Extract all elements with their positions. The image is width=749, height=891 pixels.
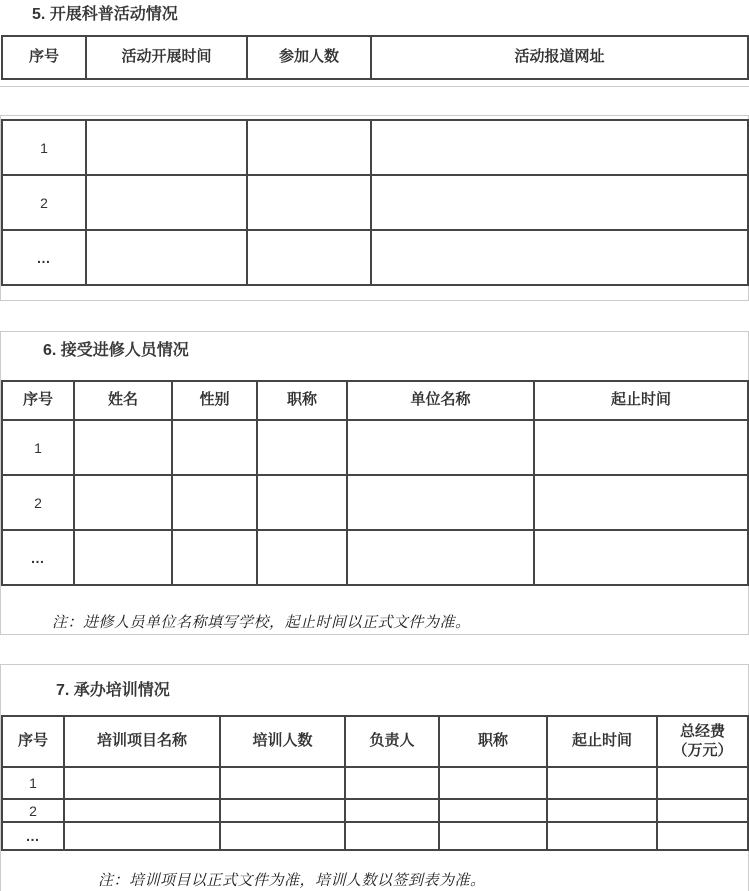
section-5-title: 5. 开展科普活动情况 [32, 6, 178, 23]
empty-data-cell [172, 530, 257, 585]
table-row [2, 120, 748, 175]
empty-data-cell [172, 475, 257, 530]
row-index-cell: 2 [2, 475, 74, 530]
column-header-name: 姓名 [74, 381, 172, 420]
empty-data-cell [74, 420, 172, 475]
column-header-gender: 性别 [172, 381, 257, 420]
empty-data-cell [547, 767, 657, 799]
empty-data-cell [534, 420, 748, 475]
empty-data-cell [247, 120, 371, 175]
column-header-project-name: 培训项目名称 [64, 716, 220, 767]
row-index-cell: 1 [2, 420, 74, 475]
empty-data-cell [371, 230, 748, 285]
column-header-index: 序号 [2, 716, 64, 767]
funding-label-line1: 总经费 [679, 722, 725, 740]
section-divider [0, 86, 749, 87]
row-index-cell: … [2, 822, 64, 850]
empty-data-cell [86, 175, 247, 230]
empty-data-cell [247, 230, 371, 285]
empty-data-cell [371, 120, 748, 175]
empty-data-cell [257, 420, 347, 475]
empty-data-cell [347, 420, 534, 475]
empty-data-cell [534, 530, 748, 585]
row-index-cell: … [2, 230, 86, 285]
trainee-table [1, 380, 749, 586]
row-index-cell: 2 [2, 175, 86, 230]
column-header-job-title: 职称 [439, 716, 547, 767]
column-header-duration: 起止时间 [534, 381, 748, 420]
section-7-note: 注：培训项目以正式文件为准，培训人数以签到表为准。 [98, 871, 486, 889]
empty-data-cell [86, 120, 247, 175]
science-activity-body-table [1, 119, 749, 286]
column-header-job-title: 职称 [257, 381, 347, 420]
empty-data-cell [347, 475, 534, 530]
empty-data-cell [220, 799, 345, 822]
table-header-row [2, 381, 748, 420]
row-index-cell: 1 [2, 767, 64, 799]
table-row [2, 420, 748, 475]
table-row [2, 530, 748, 585]
empty-data-cell [439, 799, 547, 822]
empty-data-cell [64, 799, 220, 822]
empty-data-cell [220, 822, 345, 850]
column-header-trainee-count: 培训人数 [220, 716, 345, 767]
empty-data-cell [657, 767, 748, 799]
training-table [1, 715, 749, 851]
empty-data-cell [172, 420, 257, 475]
table-row [2, 767, 748, 799]
column-header-index: 序号 [2, 381, 74, 420]
row-index-cell: 2 [2, 799, 64, 822]
column-header-duration: 起止时间 [547, 716, 657, 767]
table-row [2, 230, 748, 285]
empty-data-cell [345, 767, 439, 799]
empty-data-cell [74, 475, 172, 530]
empty-data-cell [547, 822, 657, 850]
empty-data-cell [220, 767, 345, 799]
empty-data-cell [547, 799, 657, 822]
row-index-cell: … [2, 530, 74, 585]
column-header-unit-name: 单位名称 [347, 381, 534, 420]
empty-data-cell [257, 475, 347, 530]
section-6-title: 6. 接受进修人员情况 [43, 342, 189, 359]
section-7-title: 7. 承办培训情况 [56, 682, 170, 699]
empty-data-cell [345, 799, 439, 822]
empty-data-cell [347, 530, 534, 585]
science-activity-header-table [1, 35, 749, 80]
row-index-cell: 1 [2, 120, 86, 175]
empty-data-cell [74, 530, 172, 585]
empty-data-cell [64, 767, 220, 799]
column-header-report-url: 活动报道网址 [371, 36, 748, 79]
empty-data-cell [439, 822, 547, 850]
column-header-total-funding [657, 716, 748, 767]
empty-data-cell [86, 230, 247, 285]
column-header-activity-time: 活动开展时间 [86, 36, 247, 79]
section-6-note: 注：进修人员单位名称填写学校，起止时间以正式文件为准。 [52, 613, 471, 631]
table-header-row [2, 36, 748, 79]
empty-data-cell [345, 822, 439, 850]
empty-data-cell [64, 822, 220, 850]
empty-data-cell [371, 175, 748, 230]
empty-data-cell [657, 822, 748, 850]
column-header-index: 序号 [2, 36, 86, 79]
table-row [2, 822, 748, 850]
empty-data-cell [257, 530, 347, 585]
table-row [2, 799, 748, 822]
empty-data-cell [439, 767, 547, 799]
column-header-person-in-charge: 负责人 [345, 716, 439, 767]
empty-data-cell [657, 799, 748, 822]
empty-data-cell [534, 475, 748, 530]
empty-data-cell [247, 175, 371, 230]
table-header-row [2, 716, 748, 767]
table-row [2, 475, 748, 530]
table-row [2, 175, 748, 230]
column-header-participants: 参加人数 [247, 36, 371, 79]
funding-label-line2: （万元） [672, 741, 733, 759]
